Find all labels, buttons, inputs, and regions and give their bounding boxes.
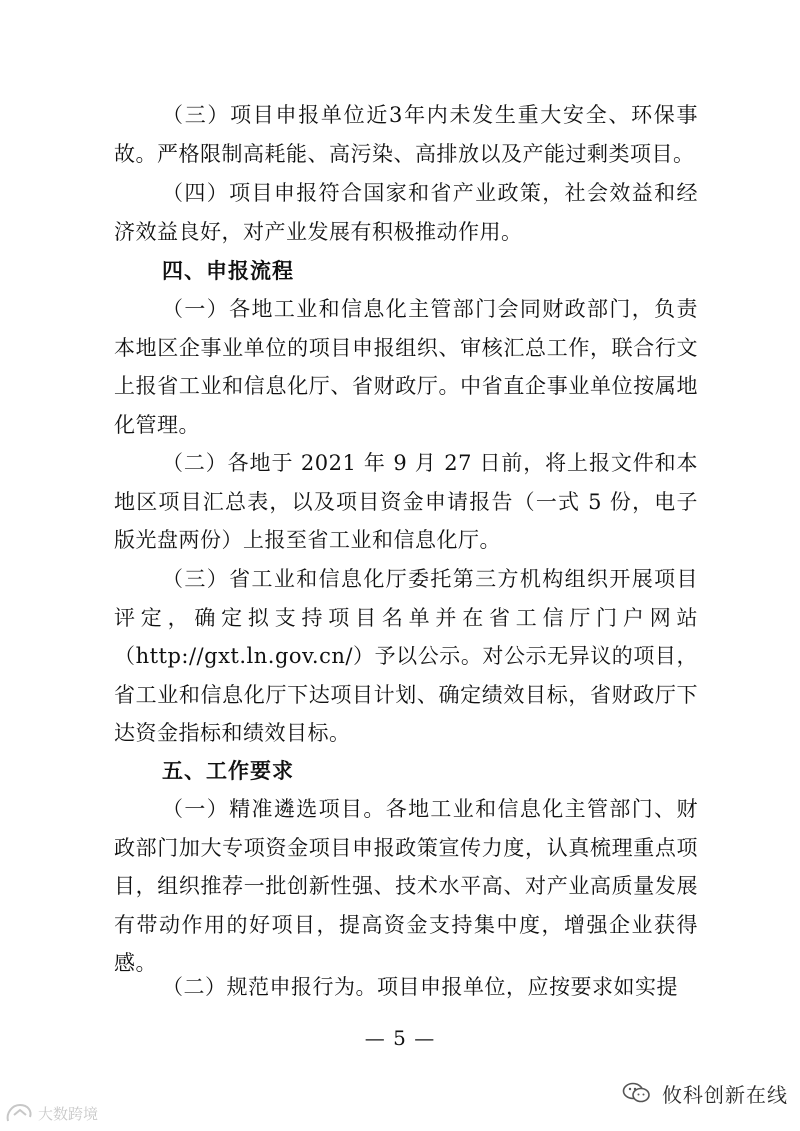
source-logo-text: 大数跨境 — [38, 1104, 99, 1123]
page-number: — 5 — — [364, 1026, 436, 1050]
wechat-watermark — [622, 1078, 788, 1108]
paragraph-process-1: （一）各地工业和信息化主管部门会同财政部门，负责本地区企事业单位的项目申报组织、审核汇总工作，联合行文上报省工业和信息化厅、省财政厅。中省直企事业单位按属地化管理。 — [114, 297, 698, 437]
wechat-account-name: 攸科创新在线 — [662, 1082, 788, 1107]
paragraph-criteria-3: （三）项目申报单位近3年内未发生重大安全、环保事故。严格限制高耗能、高污染、高排放以及产能过剩类项目。 — [114, 103, 698, 166]
paragraph-process-3: （三）省工业和信息化厅委托第三方机构组织开展项目评定，确定拟支持项目名单并在省工信厅门户网站（http://gxt.ln.gov.cn/）予以公示。对公示无异议的项目，省工业和信息化厅下达项目计划、确定绩效目标，省财政厅下达资金指标和绩效目标。 — [114, 567, 698, 745]
source-logo-icon — [4, 1101, 34, 1125]
wechat-icon — [622, 1081, 652, 1105]
source-watermark — [4, 1100, 98, 1126]
paragraph-requirement-2: （二）规范申报行为。项目申报单位，应按要求如实提 — [162, 975, 678, 999]
paragraph-criteria-4: （四）项目申报符合国家和省产业政策，社会效益和经济效益良好，对产业发展有积极推动作用。 — [114, 181, 698, 244]
paragraph-requirement-1: （一）精准遴选项目。各地工业和信息化主管部门、财政部门加大专项资金项目申报政策宣传力度，认真梳理重点项目，组织推荐一批创新性强、技术水平高、对产业高质量发展有带动作用的好项目，提高资金支持集中度，增强企业获得感。 — [114, 797, 698, 975]
paragraph-process-2: （二）各地于 2021 年 9 月 27 日前，将上报文件和本地区项目汇总表，以及项目资金申请报告（一式 5 份，电子版光盘两份）上报至省工业和信息化厅。 — [114, 451, 698, 552]
section-heading-work-requirements: 五、工作要求 — [162, 759, 294, 783]
section-heading-application-process: 四、申报流程 — [162, 259, 294, 283]
